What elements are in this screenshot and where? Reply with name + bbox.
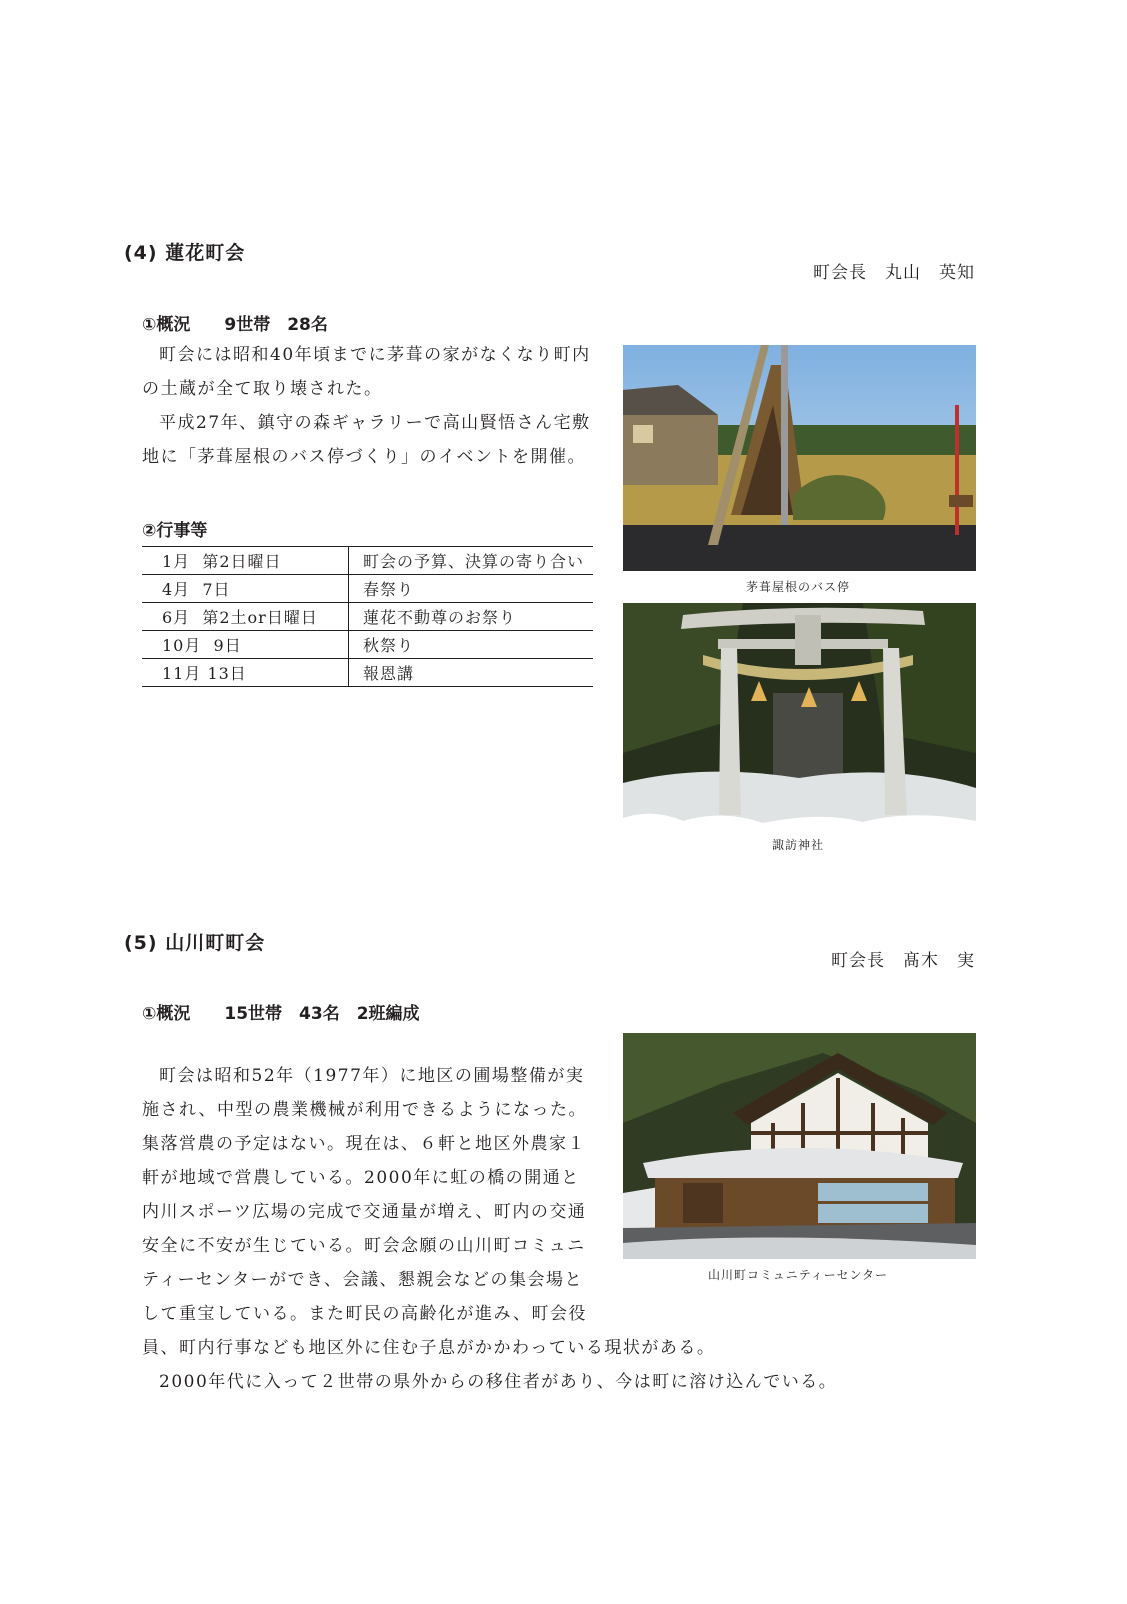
table-row	[142, 659, 593, 687]
photo3-caption: 山川町コミュニティーセンター	[707, 1268, 889, 1282]
event-name: 町会の予算、決算の寄り合い	[349, 547, 594, 575]
section4-paragraph-2: 平成27年、鎮守の森ギャラリーで高山賢悟さん宅敷地に「茅葺屋根のバス停づくり」のイベントを開催。	[142, 413, 591, 467]
section5-line: 町会は昭和52年（1977年）に地区の圃場整備が実	[159, 1066, 585, 1086]
section4-heading: (4) 蓮花町会	[124, 242, 246, 264]
event-name: 春祭り	[349, 575, 594, 603]
section5-line: ティーセンターができ、会議、懇親会などの集会場と	[142, 1270, 583, 1290]
section4-chief: 町会長 丸山 英知	[813, 263, 975, 283]
section4-events-title: ②行事等	[142, 521, 208, 541]
event-name: 蓮花不動尊のお祭り	[349, 603, 594, 631]
table-row	[142, 603, 593, 631]
event-name: 報恩講	[349, 659, 594, 687]
section5-line: して重宝している。また町民の高齢化が進み、町会役	[142, 1304, 588, 1324]
events-table	[142, 546, 593, 687]
section4-paragraph-1: 町会には昭和40年頃までに茅葺の家がなくなり町内の土蔵が全て取り壊された。	[142, 345, 591, 399]
section5-line: 内川スポーツ広場の完成で交通量が増え、町内の交通	[142, 1202, 587, 1222]
section4-overview-title: ①概況 9世帯 28名	[142, 315, 328, 335]
section4-body	[142, 338, 594, 474]
section5-line: 集落営農の予定はない。現在は、６軒と地区外農家１	[142, 1134, 586, 1154]
event-date: 4月 7日	[142, 575, 349, 603]
section5-overview-title: ①概況 15世帯 43名 2班編成	[142, 1004, 420, 1024]
photo-thatched-bus-stop	[623, 345, 976, 571]
photo1-caption: 茅葺屋根のバス停	[745, 580, 850, 594]
photo-suwa-shrine	[623, 603, 976, 828]
event-name: 秋祭り	[349, 631, 594, 659]
table-row	[142, 631, 593, 659]
event-date: 11月 13日	[142, 659, 349, 687]
event-date: 10月 9日	[142, 631, 349, 659]
photo-community-center	[623, 1033, 976, 1259]
table-row	[142, 575, 593, 603]
section5-paragraph-2: 2000年代に入って２世帯の県外からの移住者があり、今は町に溶け込んでいる。	[159, 1372, 838, 1392]
section5-heading: (5) 山川町町会	[124, 932, 266, 954]
section5-line: 員、町内行事なども地区外に住む子息がかかわっている現状がある。	[142, 1338, 716, 1358]
section5-chief: 町会長 髙木 実	[831, 951, 975, 971]
section5-line: 施され、中型の農業機械が利用できるようになった。	[142, 1100, 588, 1120]
event-date: 1月 第2日曜日	[142, 547, 349, 575]
section5-line: 安全に不安が生じている。町会念願の山川町コミュニ	[142, 1236, 586, 1256]
table-row	[142, 547, 593, 575]
section5-line: 軒が地域で営農している。2000年に虹の橋の開通と	[142, 1168, 580, 1188]
photo2-caption: 諏訪神社	[771, 838, 824, 852]
event-date: 6月 第2土or日曜日	[142, 603, 349, 631]
